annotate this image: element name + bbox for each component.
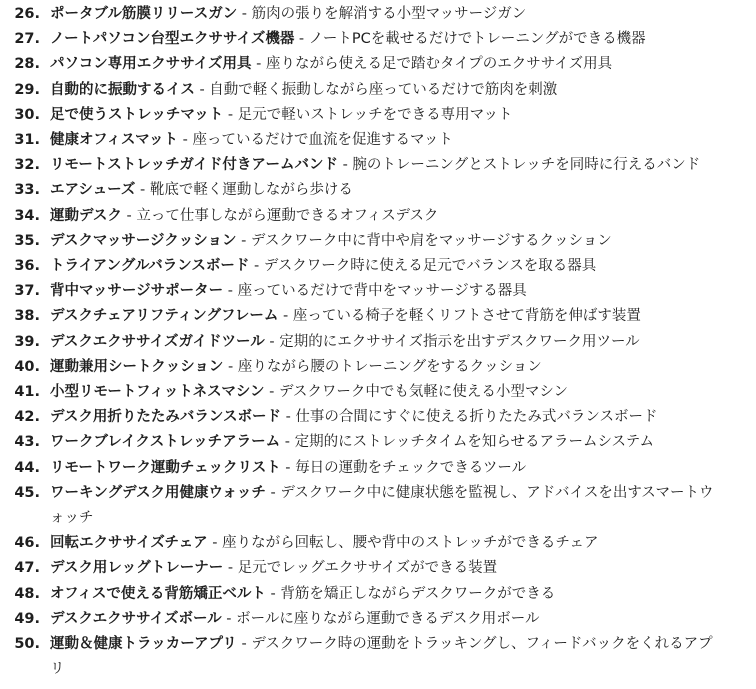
item-description: - 座りながら回転し、腰や背中のストレッチができるチェア <box>207 535 599 552</box>
item-number: 49. <box>14 610 40 627</box>
item-description: - 座っている椅子を軽くリフトさせて背筋を伸ばす装置 <box>278 308 641 325</box>
item-title: 背中マッサージサポーター <box>50 283 224 300</box>
item-description: - 筋肉の張りを解消する小型マッサージガン <box>237 6 527 22</box>
item-number: 37. <box>14 283 40 300</box>
item-description: - 毎日の運動をチェックできるツール <box>280 459 527 476</box>
item-number: 33. <box>14 182 40 199</box>
item-description: - 座っているだけで血流を促進するマット <box>178 132 453 149</box>
item-description: - 立って仕事しながら運動できるオフィスデスク <box>121 207 439 224</box>
item-number: 28. <box>14 56 40 73</box>
list-item <box>0 279 756 304</box>
list-item <box>0 254 756 279</box>
item-title: パソコン専用エクササイズ用具 <box>50 56 252 73</box>
list-item <box>0 128 756 153</box>
item-title: 運動兼用シートクッション <box>50 358 224 375</box>
item-title: 自動的に振動するイス <box>50 81 195 98</box>
item-description: - 定期的にエクササイズ指示を出すデスクワーク用ツール <box>264 333 640 350</box>
item-number: 43. <box>14 434 40 451</box>
item-title: デスク用折りたたみバランスボード <box>50 409 281 426</box>
item-description: - ノートPCを載せるだけでトレーニングができる機器 <box>294 31 646 48</box>
item-number: 47. <box>14 560 40 577</box>
item-number: 50. <box>14 636 40 653</box>
list-item <box>0 178 756 203</box>
list-item <box>0 2 756 27</box>
list-item <box>0 304 756 329</box>
list-item <box>0 456 756 481</box>
item-number: 44. <box>14 459 40 476</box>
item-description: - 座りながら腰のトレーニングをするクッション <box>223 358 542 375</box>
item-number: 38. <box>14 308 40 325</box>
item-number: 35. <box>14 232 40 249</box>
list-item <box>0 582 756 607</box>
list-item <box>0 531 756 556</box>
list-item <box>0 204 756 229</box>
list-item <box>0 380 756 405</box>
item-description: - デスクワーク中に健康状態を監視し、アドバイスを出すスマートウォッチ <box>50 484 714 527</box>
item-title: デスクチェアリフティングフレーム <box>50 308 279 325</box>
item-description: - 仕事の合間にすぐに使える折りたたみ式バランスボード <box>280 409 658 426</box>
item-description: - ボールに座りながら運動できるデスク用ボール <box>221 610 540 627</box>
item-title: トライアングルバランスボード <box>50 258 250 275</box>
item-number: 31. <box>14 132 40 149</box>
list-item <box>0 355 756 380</box>
list-item <box>0 330 756 355</box>
list-item <box>0 27 756 52</box>
item-title: 健康オフィスマット <box>50 132 179 149</box>
item-description: - 靴底で軽く運動しながら歩ける <box>135 182 353 199</box>
list-item <box>0 78 756 103</box>
item-number: 45. <box>14 484 40 501</box>
item-title: ノートパソコン台型エクササイズ機器 <box>50 31 295 48</box>
item-title: ワークブレイクストレッチアラーム <box>50 434 281 451</box>
list-item <box>0 632 756 682</box>
item-description: - デスクワーク時に使える足元でバランスを取る器具 <box>249 258 597 275</box>
item-description: - デスクワーク時の運動をトラッキングし、フィードバックをくれるアプリ <box>50 636 713 678</box>
list-item <box>0 229 756 254</box>
item-title: エアシューズ <box>50 182 136 199</box>
item-description: - 座りながら使える足で踏むタイプのエクササイズ用具 <box>251 56 613 73</box>
item-title: オフィスで使える背筋矯正ベルト <box>50 585 266 602</box>
item-title: デスクマッサージクッション <box>50 232 237 249</box>
item-description: - 足元でレッグエクササイズができる装置 <box>223 560 498 577</box>
product-idea-list <box>0 2 756 682</box>
list-item <box>0 607 756 632</box>
item-title: デスクエクササイズボール <box>50 610 222 627</box>
item-title: デスク用レッグトレーナー <box>50 560 224 577</box>
item-title: 運動＆健康トラッカーアプリ <box>50 636 237 653</box>
item-title: リモートワーク運動チェックリスト <box>50 459 281 476</box>
item-number: 46. <box>14 535 40 552</box>
item-number: 30. <box>14 106 40 123</box>
list-item <box>0 52 756 77</box>
list-item <box>0 153 756 178</box>
item-description: - 背筋を矯正しながらデスクワークができる <box>265 585 556 602</box>
item-description: - 座っているだけで背中をマッサージする器具 <box>223 283 527 300</box>
list-item <box>0 481 756 531</box>
list-item <box>0 556 756 581</box>
item-number: 34. <box>14 207 40 224</box>
item-number: 40. <box>14 358 40 375</box>
item-description: - デスクワーク中でも気軽に使える小型マシン <box>264 384 569 401</box>
item-description: - 定期的にストレッチタイムを知らせるアラームシステム <box>280 434 655 451</box>
item-title: ワーキングデスク用健康ウォッチ <box>50 484 266 501</box>
item-title: 回転エクササイズチェア <box>50 535 208 552</box>
item-number: 41. <box>14 384 40 401</box>
item-title: 運動デスク <box>50 207 122 224</box>
item-description: - デスクワーク中に背中や肩をマッサージするクッション <box>236 232 612 249</box>
item-title: 小型リモートフィットネスマシン <box>50 384 265 401</box>
item-number: 39. <box>14 333 40 350</box>
item-number: 48. <box>14 585 40 602</box>
item-title: 足で使うストレッチマット <box>50 106 224 123</box>
item-description: - 自動で軽く振動しながら座っているだけで筋肉を刺激 <box>194 81 558 98</box>
item-number: 36. <box>14 258 40 275</box>
list-item <box>0 103 756 128</box>
item-description: - 足元で軽いストレッチをできる専用マット <box>223 106 513 123</box>
list-item <box>0 405 756 430</box>
item-number: 27. <box>14 31 40 48</box>
list-item <box>0 430 756 455</box>
item-title: ポータブル筋膜リリースガン <box>50 6 238 22</box>
item-number: 26. <box>14 6 40 22</box>
item-number: 32. <box>14 157 40 174</box>
item-number: 42. <box>14 409 40 426</box>
item-title: リモートストレッチガイド付きアームバンド <box>50 157 338 174</box>
item-number: 29. <box>14 81 40 98</box>
item-title: デスクエクササイズガイドツール <box>50 333 265 350</box>
item-description: - 腕のトレーニングとストレッチを同時に行えるバンド <box>337 157 701 174</box>
